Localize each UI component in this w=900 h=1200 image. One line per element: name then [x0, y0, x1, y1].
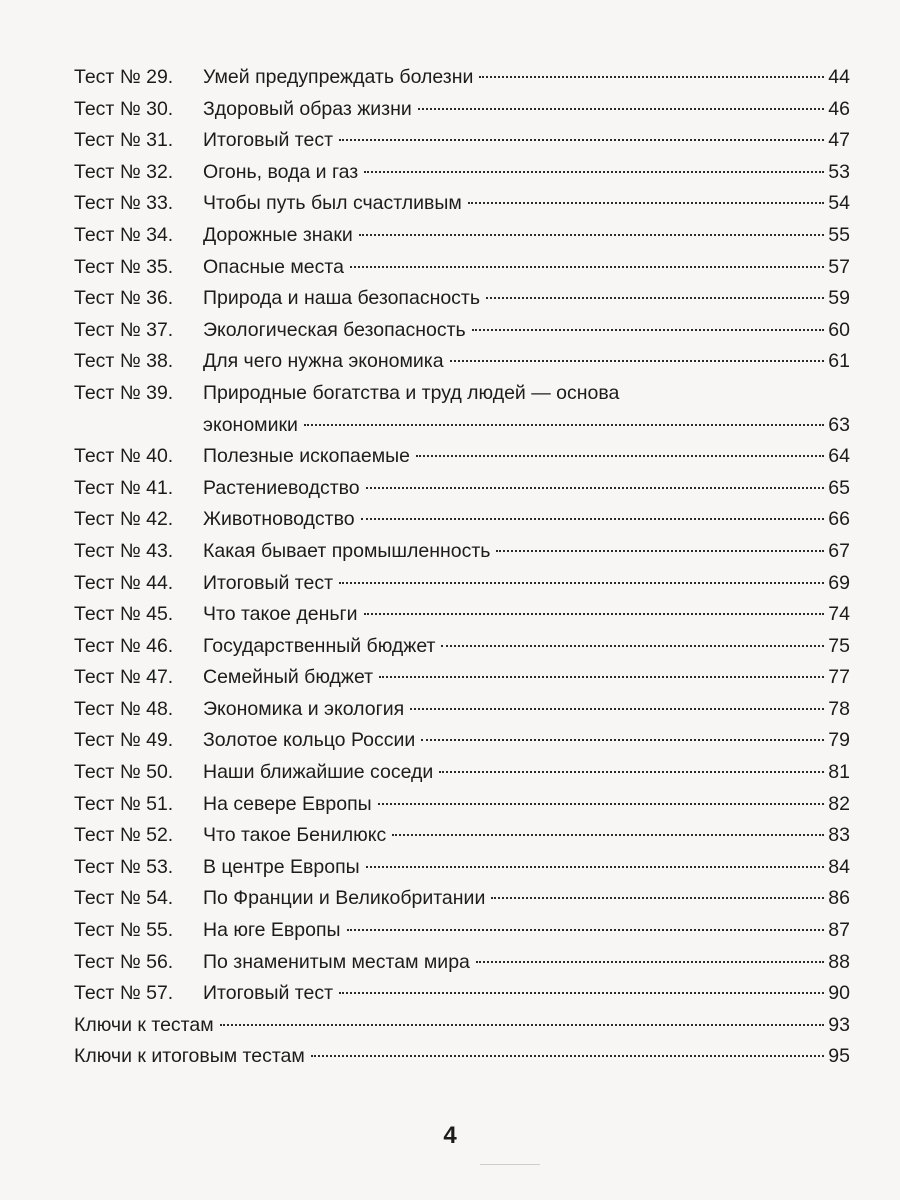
toc-entry — [74, 125, 850, 157]
test-title: Полезные ископаемые — [203, 445, 410, 468]
test-number: Тест № 54. — [74, 887, 174, 910]
test-number: Тест № 29. — [74, 66, 174, 88]
test-number: Тест № 51. — [74, 792, 174, 815]
dot-leader — [486, 297, 824, 299]
keys-title: Ключи к итоговым тестам — [74, 1045, 305, 1068]
toc-entry — [74, 947, 850, 979]
toc-entry — [74, 504, 850, 536]
toc-entry — [74, 631, 850, 663]
dot-leader — [418, 108, 825, 110]
test-number: Тест № 52. — [74, 824, 174, 847]
test-title: Природа и наша безопасность — [203, 287, 481, 310]
table-of-contents — [74, 62, 850, 1073]
test-title: Государственный бюджет — [203, 634, 436, 657]
test-number: Тест № 31. — [74, 129, 174, 152]
dot-leader — [347, 929, 825, 931]
dot-leader — [468, 202, 825, 204]
toc-entry — [74, 315, 850, 347]
test-title: Животноводство — [203, 508, 355, 531]
page-reference: 47 — [828, 129, 850, 152]
dot-leader — [364, 171, 824, 173]
dot-leader — [220, 1024, 825, 1026]
toc-entry — [74, 694, 850, 726]
toc-keys-entry — [74, 1041, 850, 1073]
test-number: Тест № 57. — [74, 982, 174, 1005]
test-title: Экологическая безопасность — [203, 318, 466, 341]
page-reference: 86 — [828, 887, 850, 910]
dot-leader — [379, 676, 824, 678]
test-number: Тест № 48. — [74, 697, 174, 720]
page-reference: 44 — [828, 66, 850, 88]
toc-entry — [74, 725, 850, 757]
test-title: Наши ближайшие соседи — [203, 761, 434, 784]
test-number: Тест № 55. — [74, 919, 174, 942]
test-number: Тест № 56. — [74, 950, 174, 973]
dot-leader — [479, 76, 824, 78]
dot-leader — [366, 866, 825, 868]
test-number: Тест № 37. — [74, 318, 174, 341]
test-title: На юге Европы — [203, 919, 341, 942]
dot-leader — [366, 487, 825, 489]
test-title: Умей предупреждать болезни — [203, 66, 474, 88]
dot-leader — [339, 139, 824, 141]
toc-entry — [74, 978, 850, 1010]
page-reference: 82 — [828, 792, 850, 815]
page-reference: 65 — [828, 476, 850, 499]
test-title: Природные богатства и труд людей — основа — [203, 381, 620, 404]
dot-leader — [339, 992, 824, 994]
test-number: Тест № 30. — [74, 97, 174, 120]
page-reference: 79 — [828, 729, 850, 752]
test-title: Опасные места — [203, 255, 344, 278]
dot-leader — [441, 645, 824, 647]
toc-entry — [74, 94, 850, 126]
dot-leader — [439, 771, 824, 773]
dot-leader — [311, 1055, 824, 1057]
test-title: Дорожные знаки — [203, 223, 353, 246]
page-reference: 87 — [828, 919, 850, 942]
dot-leader — [350, 266, 824, 268]
test-title: Огонь, вода и газ — [203, 160, 359, 183]
page-reference: 57 — [828, 255, 850, 278]
toc-entry — [74, 820, 850, 852]
test-title: По Франции и Великобритании — [203, 887, 486, 910]
test-title: Итоговый тест — [203, 982, 334, 1005]
test-title: Золотое кольцо России — [203, 729, 416, 752]
dot-leader — [476, 961, 824, 963]
toc-entry — [74, 441, 850, 473]
page-reference: 55 — [828, 223, 850, 246]
toc-entry — [74, 883, 850, 915]
test-title: Семейный бюджет — [203, 666, 374, 689]
test-number: Тест № 53. — [74, 855, 174, 878]
test-title: Экономика и экология — [203, 697, 405, 720]
page-reference: 95 — [828, 1045, 850, 1068]
test-number: Тест № 44. — [74, 571, 174, 594]
test-title: Для чего нужна экономика — [203, 350, 444, 373]
toc-entry — [74, 568, 850, 600]
dot-leader — [339, 582, 824, 584]
dot-leader — [364, 613, 825, 615]
test-title: Что такое Бенилюкс — [203, 824, 387, 847]
toc-entry — [74, 599, 850, 631]
test-title: Чтобы путь был счастливым — [203, 192, 462, 215]
test-title: Здоровый образ жизни — [203, 97, 412, 120]
dot-leader — [410, 708, 824, 710]
test-title: На севере Европы — [203, 792, 372, 815]
test-number: Тест № 49. — [74, 729, 174, 752]
page-reference: 60 — [828, 318, 850, 341]
dot-leader — [491, 897, 824, 899]
page-reference: 81 — [828, 761, 850, 784]
dot-leader — [361, 518, 825, 520]
page-reference: 78 — [828, 697, 850, 720]
toc-entry — [74, 536, 850, 568]
keys-title: Ключи к тестам — [74, 1013, 214, 1036]
dot-leader — [304, 424, 824, 426]
toc-entry — [74, 662, 850, 694]
page-number: 4 — [443, 1122, 457, 1149]
page-reference: 74 — [828, 603, 850, 626]
test-number: Тест № 40. — [74, 445, 174, 468]
dot-leader — [392, 834, 824, 836]
test-title: Итоговый тест — [203, 571, 334, 594]
page-reference: 77 — [828, 666, 850, 689]
toc-entry — [74, 346, 850, 378]
page-reference: 66 — [828, 508, 850, 531]
toc-entry — [74, 473, 850, 505]
toc-entry — [74, 915, 850, 947]
test-number: Тест № 34. — [74, 223, 174, 246]
page-reference: 46 — [828, 97, 850, 120]
dot-leader — [450, 360, 825, 362]
test-number: Тест № 36. — [74, 287, 174, 310]
toc-entry — [74, 157, 850, 189]
test-title: Итоговый тест — [203, 129, 334, 152]
page-reference: 75 — [828, 634, 850, 657]
test-number: Тест № 42. — [74, 508, 174, 531]
test-number: Тест № 32. — [74, 160, 174, 183]
test-number: Тест № 33. — [74, 192, 174, 215]
test-title: В центре Европы — [203, 855, 360, 878]
dot-leader — [378, 803, 825, 805]
test-number: Тест № 39. — [74, 381, 174, 404]
test-title: Что такое деньги — [203, 603, 358, 626]
page-reference: 84 — [828, 855, 850, 878]
test-number: Тест № 47. — [74, 666, 174, 689]
test-number: Тест № 41. — [74, 476, 174, 499]
toc-entry — [74, 62, 850, 94]
test-number: Тест № 35. — [74, 255, 174, 278]
page-reference: 83 — [828, 824, 850, 847]
page-reference: 53 — [828, 160, 850, 183]
toc-entry — [74, 789, 850, 821]
test-number: Тест № 50. — [74, 761, 174, 784]
dot-leader — [472, 329, 825, 331]
test-number: Тест № 46. — [74, 634, 174, 657]
page-reference: 54 — [828, 192, 850, 215]
test-number: Тест № 38. — [74, 350, 174, 373]
dot-leader — [496, 550, 824, 552]
test-title: Какая бывает промышленность — [203, 539, 491, 562]
page-reference: 88 — [828, 950, 850, 973]
test-number: Тест № 45. — [74, 603, 174, 626]
toc-entry — [74, 220, 850, 252]
page-reference: 59 — [828, 287, 850, 310]
toc-entry — [74, 252, 850, 284]
page-reference: 93 — [828, 1013, 850, 1036]
toc-entry — [74, 757, 850, 789]
toc-keys-entry — [74, 1010, 850, 1042]
test-number: Тест № 43. — [74, 539, 174, 562]
page-reference: 67 — [828, 539, 850, 562]
toc-entry — [74, 283, 850, 315]
test-title: По знаменитым местам мира — [203, 950, 470, 973]
toc-entry — [74, 378, 850, 441]
dot-leader — [421, 739, 824, 741]
page-reference: 69 — [828, 571, 850, 594]
dot-leader — [359, 234, 824, 236]
footer-divider — [480, 1164, 540, 1165]
dot-leader — [416, 455, 824, 457]
page-reference: 63 — [828, 413, 850, 436]
page-reference: 61 — [828, 350, 850, 373]
toc-entry — [74, 852, 850, 884]
test-title-continuation: экономики — [203, 413, 298, 436]
toc-entry — [74, 188, 850, 220]
page-reference: 90 — [828, 982, 850, 1005]
page-reference: 64 — [828, 445, 850, 468]
test-title: Растениеводство — [203, 476, 360, 499]
